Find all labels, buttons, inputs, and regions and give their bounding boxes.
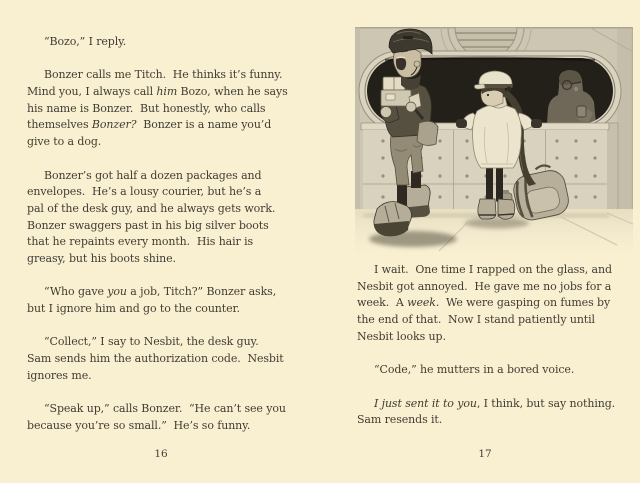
cup-icon [577,106,586,117]
paragraph [357,362,613,379]
text-line: his name is Bonzer. But honestly, who calls [27,101,266,115]
text-line: that he repaints every month. His hair is [27,235,254,249]
text-line: week. A week. We were gasping on fumes by [357,296,611,310]
page-number: 16 [154,448,168,460]
text-line: “Code,” he mutters in a bored voice. [374,363,575,377]
paragraph [357,396,616,429]
paragraph [27,284,297,317]
text-line: “Collect,” I say to Nesbit, the desk guy. [44,335,259,349]
bonzer-left-glove [381,107,392,118]
text-line: “Bozo,” I reply. [44,35,127,48]
text-line: give to a dog. [27,135,102,149]
right-page-text [357,262,616,429]
text-line: envelopes. He’s a lousy courier, but he’s a [27,185,262,199]
text-line: “Speak up,” calls Bonzer. “He can’t see you [44,402,286,416]
text-line: Nesbit got annoyed. He gave me no jobs for a [357,279,612,293]
page-number: 17 [478,448,492,460]
titch-left-hand [456,119,467,128]
text-line: greasy, but his boots shine. [27,251,176,265]
text-line: Bonzer swaggers past in his big silver boots [27,218,269,232]
text-line: Sam sends him the authorization code. Nesbit [27,352,284,366]
text-line: ignores me. [27,368,92,382]
text-line: Nesbit looks up. [357,329,446,343]
story-illustration [355,27,633,255]
left-page-text [27,34,297,435]
paragraph [27,67,297,150]
paragraph [27,401,297,434]
text-line: themselves Bonzer? Bonzer is a name you’d [27,118,272,132]
text-line: pal of the desk guy, and he always gets work. [27,201,276,215]
text-line: Bonzer’s got half a dozen packages and [44,168,262,182]
paragraph [357,262,613,345]
paragraph [27,168,297,268]
text-line: the end of that. Now I stand patiently until [357,313,595,327]
text-line: Mind you, I always call him Bozo, when he says [27,85,288,99]
text-line: because you’re so small.” He’s so funny. [27,418,251,432]
titch-shadow [465,218,529,229]
text-line: Sam resends it. [357,413,443,427]
text-line: Bonzer calls me Titch. He thinks it’s funny. [44,68,283,82]
titch-eye [487,94,489,96]
bonzer-right-glove [406,102,416,112]
text-line: “Who gave you a job, Titch?” Bonzer asks, [44,285,277,299]
bonzer-open-mouth [396,57,406,70]
text-line: I wait. One time I rapped on the glass, and [374,263,612,276]
text-line: I just sent it to you, I think, but say nothing. [374,396,616,410]
titch-right-hand [531,119,542,128]
text-line: but I ignore him and go to the counter. [27,302,240,315]
paragraph [27,34,297,51]
paragraph [27,334,297,384]
